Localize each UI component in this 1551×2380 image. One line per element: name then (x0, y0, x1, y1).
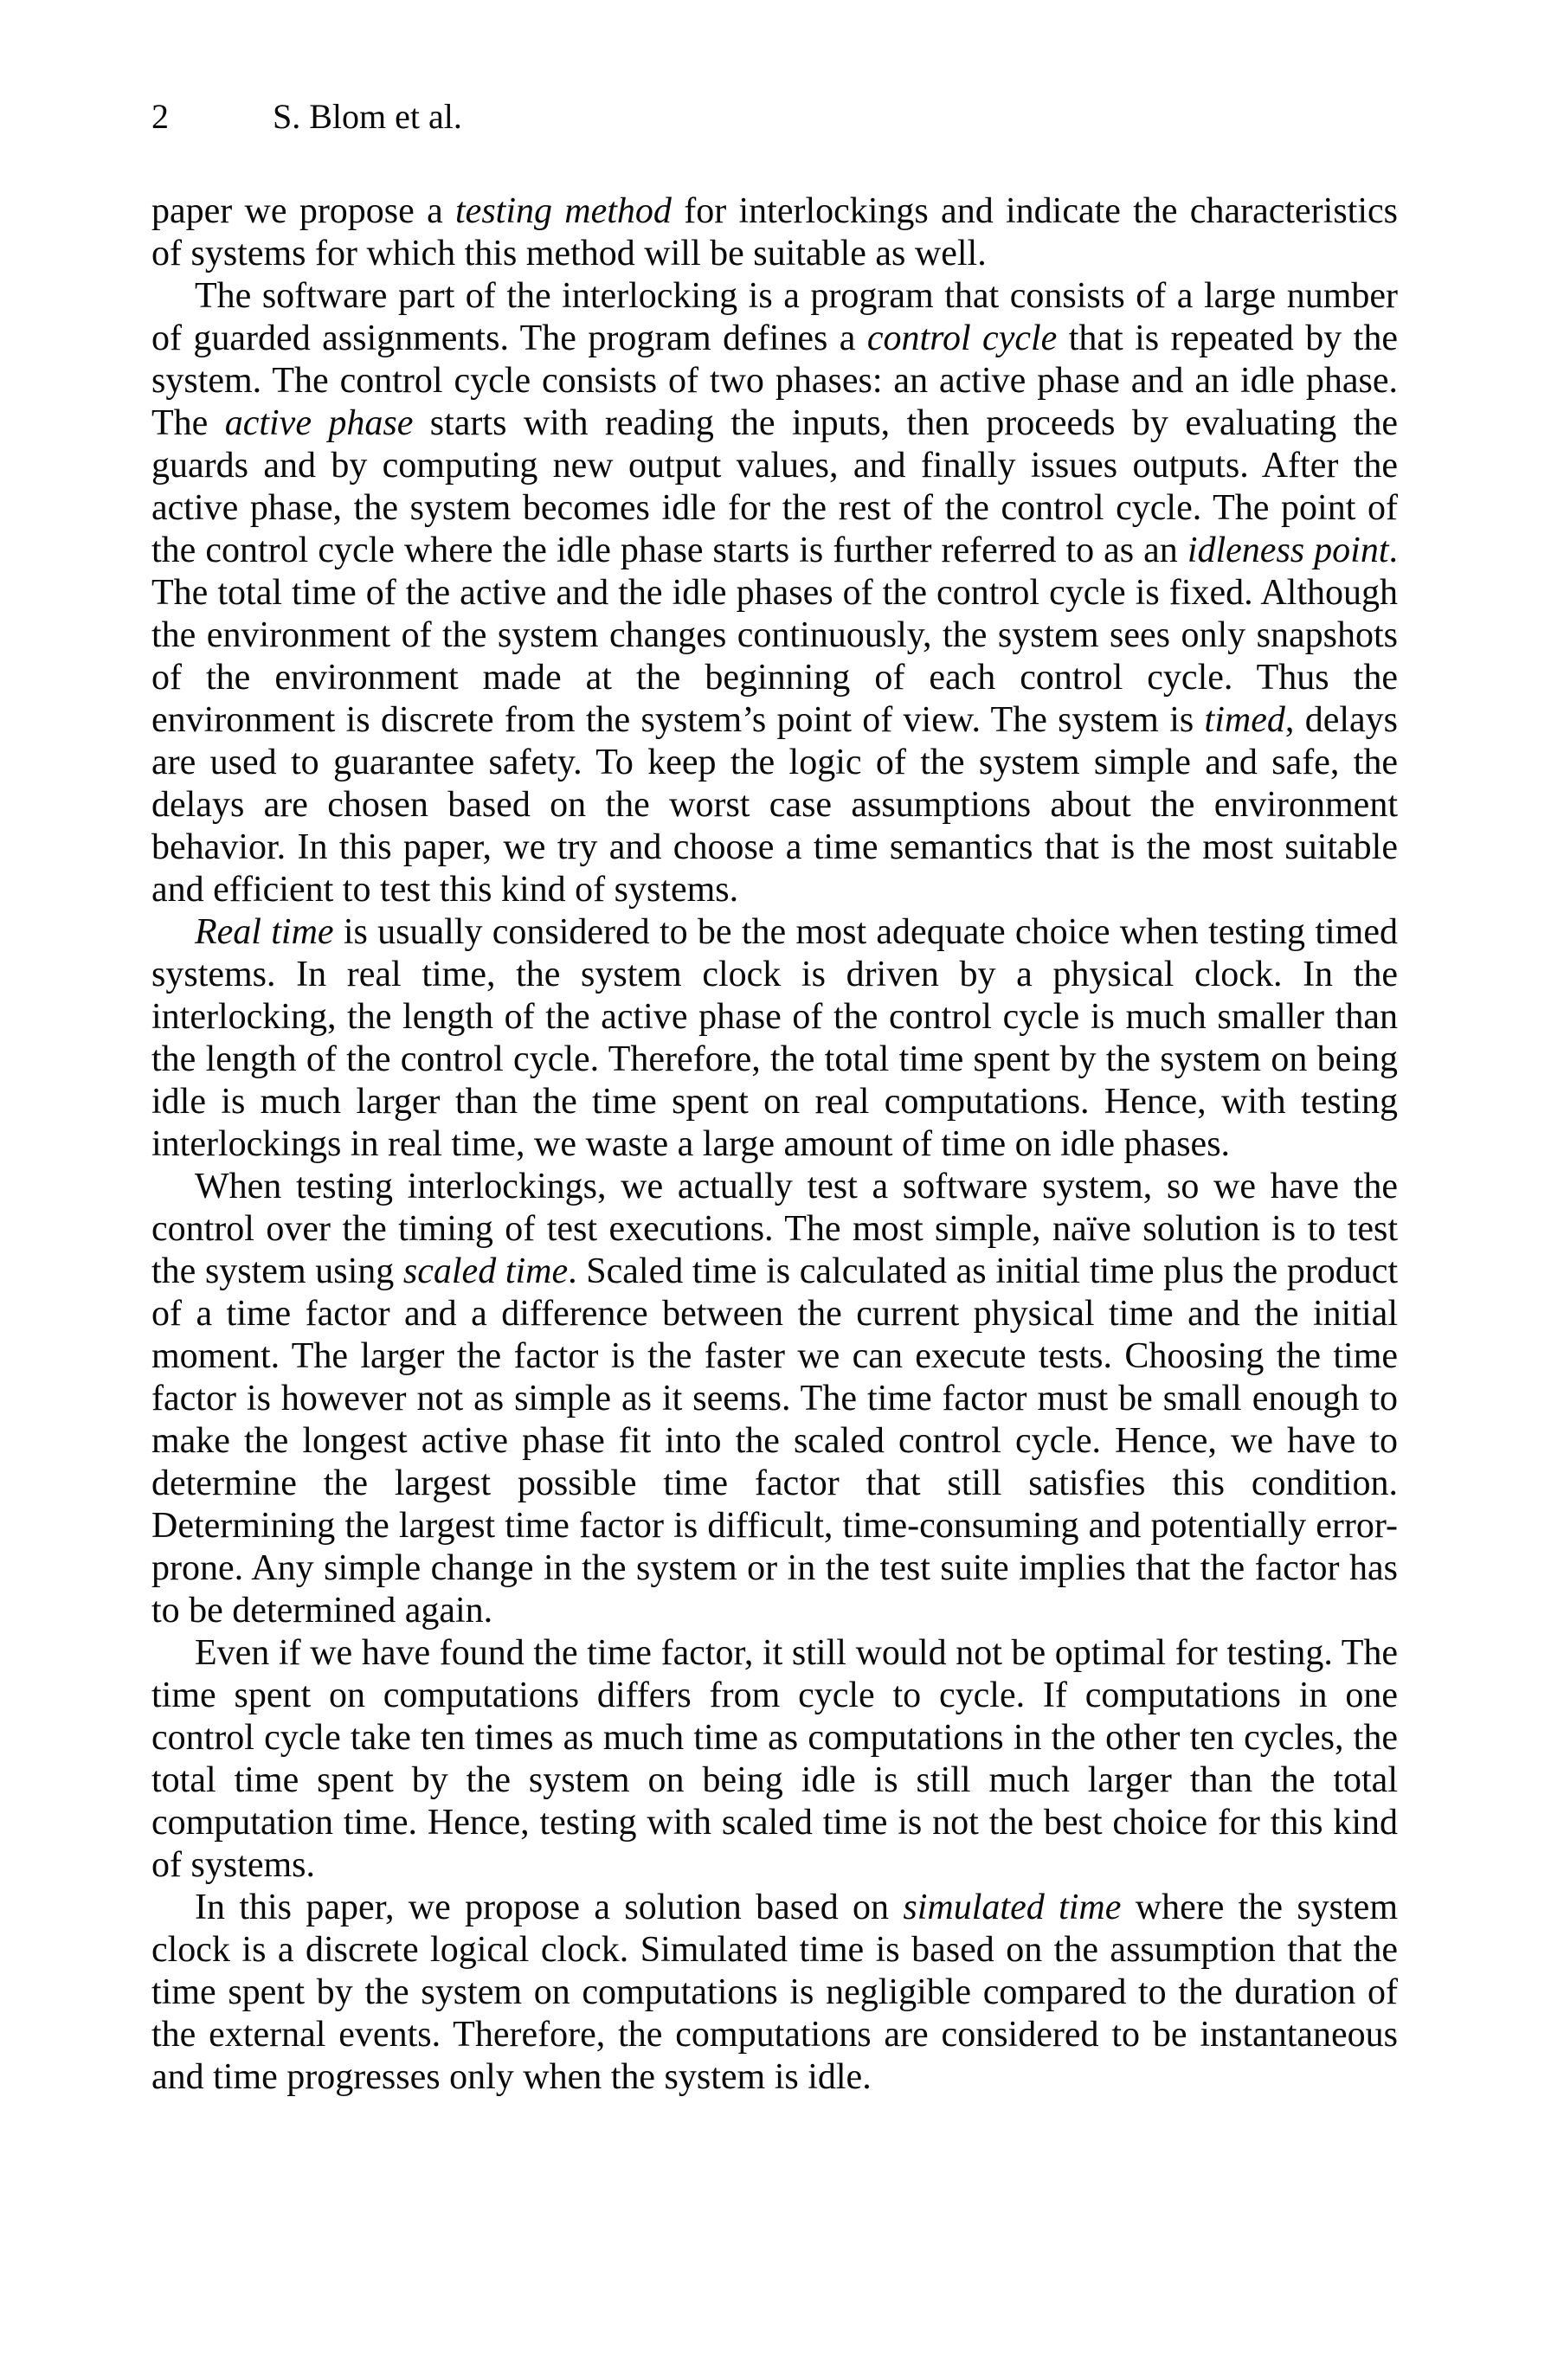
paragraph (151, 1632, 1398, 1887)
paragraph (151, 1166, 1398, 1632)
text-run: that is repeated by the system. The control cycle consists of two phases: an active phase and an idle phase. The (151, 318, 1398, 443)
text-run: starts with reading the inputs, then proceeds by evaluating the guards and by computing new output values, and finally issues outputs. After the active phase, the system becomes idle for the rest of the control cycle. The point of the control cycle where the idle phase starts is further referred to as an (151, 403, 1398, 570)
emphasized-term: timed (1204, 700, 1285, 740)
text-run: for interlockings and indicate the characteristics of systems for which this method will be suitable as well. (151, 191, 1398, 273)
text-run: Even if we have found the time factor, it still would not be optimal for testing. The time spent on computations differs from cycle to cycle. If computations in one control cycle take ten times as much time as computations in the other ten cycles, the total time spent by the system on being idle is still much larger than the total computation time. Hence, testing with scaled time is not the best choice for this kind of systems. (151, 1633, 1398, 1885)
paragraph (151, 275, 1398, 911)
paragraph (151, 1887, 1398, 2099)
emphasized-term: testing method (455, 191, 672, 231)
emphasized-term: scaled time (402, 1251, 569, 1291)
running-head-authors: S. Blom et al. (273, 97, 462, 136)
text-run: where the system clock is a discrete logical clock. Simulated time is based on the assumption that the time spent by the system on computations is negligible compared to the duration of the external events. Therefore, the computations are considered to be instantaneous and time progresses only when the system is idle. (151, 1888, 1398, 2097)
emphasized-term: simulated time (903, 1888, 1122, 1927)
text-run: When testing interlockings, we actually test a software system, so we have the control over the timing of test executions. The most simple, naïve solution is to test the system using (151, 1167, 1398, 1291)
emphasized-term: idleness point (1187, 531, 1389, 570)
running-header (151, 97, 1398, 137)
text-run: The software part of the interlocking is a program that consists of a large number of guarded assignments. The program defines a (151, 276, 1398, 358)
paragraph (151, 190, 1398, 275)
text-run: is usually considered to be the most adequate choice when testing timed systems. In real time, the system clock is driven by a physical clock. In the interlocking, the length of the active phase of the control cycle is much smaller than the length of the control cycle. Therefore, the total time spent by the system on being idle is much larger than the time spent on real computations. Hence, with testing interlockings in real time, we waste a large amount of time on idle phases. (151, 912, 1398, 1164)
emphasized-term: active phase (224, 403, 414, 443)
page-number: 2 (151, 97, 169, 136)
text-run: , delays are used to guarantee safety. To keep the logic of the system simple and safe, the delays are chosen based on the worst case assumptions about the environment behavior. In this paper, we try and choose a time semantics that is the most suitable and efficient to test this kind of systems. (151, 700, 1398, 910)
text-run: paper we propose a (151, 191, 456, 231)
article-body (151, 190, 1398, 2099)
emphasized-term: Real time (195, 912, 334, 952)
text-run: . Scaled time is calculated as initial time plus the product of a time factor and a difference between the current physical time and the initial moment. The larger the factor is the faster we can execute tests. Choosing the time factor is however not as simple as it seems. The time factor must be small enough to make the longest active phase fit into the scaled control cycle. Hence, we have to determine the largest possible time factor that still satisfies this condition. Determining the largest time factor is difficult, time-consuming and potentially error-prone. Any simple change in the system or in the test suite implies that the factor has to be determined again. (151, 1251, 1399, 1631)
text-run: . The total time of the active and the idle phases of the control cycle is fixed. Although the environment of the system changes continuously, the system sees only snapshots of the environment made at the beginning of each control cycle. Thus the environment is discrete from the system’s point of view. The system is (151, 531, 1398, 740)
paragraph (151, 911, 1398, 1166)
emphasized-term: control cycle (866, 318, 1058, 358)
text-run: In this paper, we propose a solution based on (195, 1888, 904, 1927)
